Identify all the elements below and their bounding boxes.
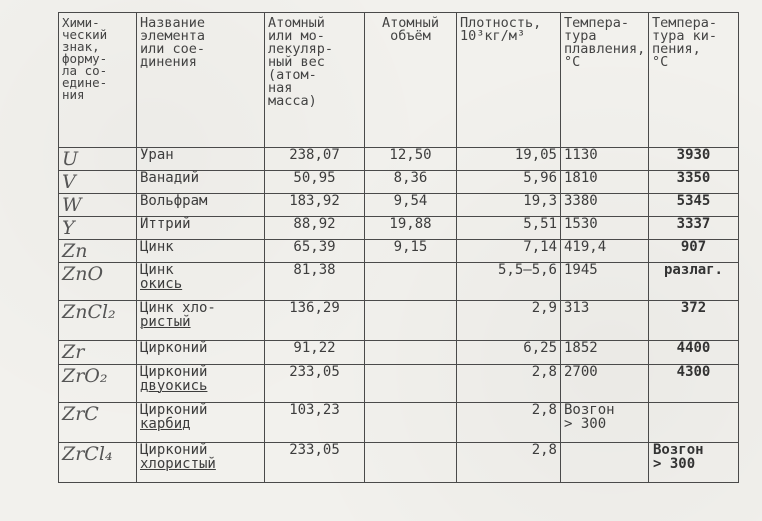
cell-symbol: Y — [59, 217, 137, 240]
cell-name — [137, 365, 265, 403]
table-row — [59, 403, 739, 443]
cell-density: 2,8 — [457, 365, 561, 403]
cell-volume — [365, 365, 457, 403]
cell-name-line: хлористый — [140, 456, 216, 472]
cell-density: 19,3 — [457, 194, 561, 217]
header-name — [137, 13, 265, 148]
cell-name-line: карбид — [140, 416, 191, 432]
cell-symbol: ZrO₂ — [59, 365, 137, 403]
cell-boiling — [649, 443, 739, 483]
table-row — [59, 171, 739, 194]
table-row — [59, 240, 739, 263]
cell-volume: 9,15 — [365, 240, 457, 263]
cell-name-line: Уран — [140, 147, 174, 163]
header-volume — [365, 13, 457, 148]
cell-name-line: Ванадий — [140, 170, 200, 186]
cell-density: 5,51 — [457, 217, 561, 240]
table-row — [59, 443, 739, 483]
table-row — [59, 194, 739, 217]
header-line: плавления, — [564, 41, 646, 57]
cell-name — [137, 171, 265, 194]
header-line: Хими- — [62, 15, 100, 30]
cell-melting: 1945 — [561, 263, 649, 301]
table-row — [59, 263, 739, 301]
cell-mass: 50,95 — [265, 171, 365, 194]
cell-name-line: Цинк — [140, 239, 174, 255]
cell-boiling — [649, 301, 739, 341]
header-line: ная — [268, 80, 293, 96]
header-line: Атомный — [268, 15, 325, 31]
cell-boiling — [649, 217, 739, 240]
cell-boiling-line: 4400 — [676, 340, 711, 356]
cell-melting: 1852 — [561, 341, 649, 365]
cell-boiling-line: разлаг. — [663, 262, 723, 278]
cell-name-line: Цирконий — [140, 442, 208, 458]
header-density — [457, 13, 561, 148]
header-line: знак, — [62, 39, 100, 54]
cell-volume — [365, 403, 457, 443]
cell-mass: 65,39 — [265, 240, 365, 263]
cell-symbol: ZnO — [59, 263, 137, 301]
header-line: °С — [652, 54, 669, 70]
header-line: Плотность, — [460, 15, 542, 31]
cell-boiling-line: 3930 — [676, 147, 711, 163]
cell-name — [137, 148, 265, 171]
cell-melting: 419,4 — [561, 240, 649, 263]
cell-boiling — [649, 171, 739, 194]
table-row — [59, 148, 739, 171]
header-line: едине- — [62, 75, 108, 90]
cell-volume: 12,50 — [365, 148, 457, 171]
cell-volume — [365, 263, 457, 301]
cell-boiling-line: 4300 — [676, 364, 711, 380]
cell-boiling — [649, 403, 739, 443]
cell-boiling — [649, 263, 739, 301]
cell-boiling-line: 907 — [680, 239, 707, 255]
cell-name-line: Цирконий — [140, 402, 208, 418]
header-line: динения — [140, 54, 197, 70]
cell-mass: 103,23 — [265, 403, 365, 443]
cell-melting: 3380 — [561, 194, 649, 217]
cell-symbol: ZrC — [59, 403, 137, 443]
cell-boiling-line: > 300 — [653, 456, 696, 472]
header-line: Название — [140, 15, 206, 31]
cell-mass: 136,29 — [265, 301, 365, 341]
cell-name-line: ристый — [140, 314, 191, 330]
cell-volume — [365, 301, 457, 341]
header-line: ла со- — [62, 63, 108, 78]
cell-symbol: W — [59, 194, 137, 217]
cell-mass: 238,07 — [265, 148, 365, 171]
header-line: Темпера- — [652, 15, 718, 31]
cell-mass: 233,05 — [265, 365, 365, 403]
header-line: °С — [564, 54, 581, 70]
cell-mass: 88,92 — [265, 217, 365, 240]
table-row — [59, 217, 739, 240]
cell-name — [137, 443, 265, 483]
header-line: масса) — [268, 93, 317, 109]
cell-density: 19,05 — [457, 148, 561, 171]
cell-mass: 183,92 — [265, 194, 365, 217]
header-line: ния — [62, 87, 85, 102]
header-line: (атом- — [268, 67, 317, 83]
cell-boiling — [649, 148, 739, 171]
cell-volume — [365, 341, 457, 365]
header-row — [59, 13, 739, 148]
cell-symbol: ZnCl₂ — [59, 301, 137, 341]
cell-symbol: V — [59, 171, 137, 194]
cell-volume: 9,54 — [365, 194, 457, 217]
header-line: Атомный — [382, 15, 439, 31]
table-row — [59, 341, 739, 365]
cell-melting: 1130 — [561, 148, 649, 171]
header-mass — [265, 13, 365, 148]
header-line: тура ки- — [652, 28, 718, 44]
cell-name — [137, 301, 265, 341]
cell-name-line: Иттрий — [140, 216, 191, 232]
cell-volume: 19,88 — [365, 217, 457, 240]
header-line: ный вес — [268, 54, 325, 70]
header-line: форму- — [62, 51, 108, 66]
header-line: тура — [564, 28, 597, 44]
header-line: ческий — [62, 27, 108, 42]
cell-name — [137, 194, 265, 217]
cell-name — [137, 263, 265, 301]
cell-volume: 8,36 — [365, 171, 457, 194]
cell-melting — [561, 443, 649, 483]
cell-symbol: Zr — [59, 341, 137, 365]
table-row — [59, 301, 739, 341]
table-row — [59, 365, 739, 403]
header-line: объём — [390, 28, 431, 44]
cell-density: 2,8 — [457, 403, 561, 443]
cell-density: 5,96 — [457, 171, 561, 194]
cell-symbol: U — [59, 148, 137, 171]
cell-density: 6,25 — [457, 341, 561, 365]
cell-boiling — [649, 365, 739, 403]
cell-volume — [365, 443, 457, 483]
cell-melting: Возгон > 300 — [561, 403, 649, 443]
header-symbol — [59, 13, 137, 148]
cell-mass: 81,38 — [265, 263, 365, 301]
cell-symbol: ZrCl₄ — [59, 443, 137, 483]
cell-boiling-line: 3350 — [676, 170, 711, 186]
cell-name — [137, 240, 265, 263]
cell-boiling-line: 372 — [680, 300, 707, 316]
cell-boiling-line: 3337 — [676, 216, 711, 232]
header-line: 10³кг/м³ — [460, 28, 526, 44]
header-boiling — [649, 13, 739, 148]
cell-name-line: Цинк — [140, 262, 174, 278]
cell-melting: 1810 — [561, 171, 649, 194]
header-line: Темпера- — [564, 15, 630, 31]
cell-name-line: Вольфрам — [140, 193, 208, 209]
cell-boiling-line: Возгон — [653, 442, 704, 458]
header-line: элемента — [140, 28, 206, 44]
header-melting — [561, 13, 649, 148]
cell-name-line: Цирконий — [140, 364, 208, 380]
header-line: или мо- — [268, 28, 325, 44]
cell-name-line: двуокись — [140, 378, 208, 394]
cell-name — [137, 341, 265, 365]
cell-name — [137, 403, 265, 443]
cell-density: 7,14 — [457, 240, 561, 263]
cell-name-line: Цинк хло- — [140, 300, 216, 316]
cell-density: 5,5–5,6 — [457, 263, 561, 301]
cell-boiling — [649, 194, 739, 217]
cell-boiling-line: 5345 — [676, 193, 711, 209]
cell-mass: 233,05 — [265, 443, 365, 483]
cell-mass: 91,22 — [265, 341, 365, 365]
cell-melting: 2700 — [561, 365, 649, 403]
cell-symbol: Zn — [59, 240, 137, 263]
cell-melting: 313 — [561, 301, 649, 341]
elements-table — [58, 12, 739, 483]
header-line: лекуляр- — [268, 41, 334, 57]
cell-density: 2,8 — [457, 443, 561, 483]
header-line: пения, — [652, 41, 701, 57]
cell-boiling — [649, 341, 739, 365]
cell-density: 2,9 — [457, 301, 561, 341]
cell-boiling — [649, 240, 739, 263]
cell-name-line: Цирконий — [140, 340, 208, 356]
cell-name-line: окись — [140, 276, 183, 292]
cell-name — [137, 217, 265, 240]
header-line: или сое- — [140, 41, 206, 57]
cell-melting: 1530 — [561, 217, 649, 240]
